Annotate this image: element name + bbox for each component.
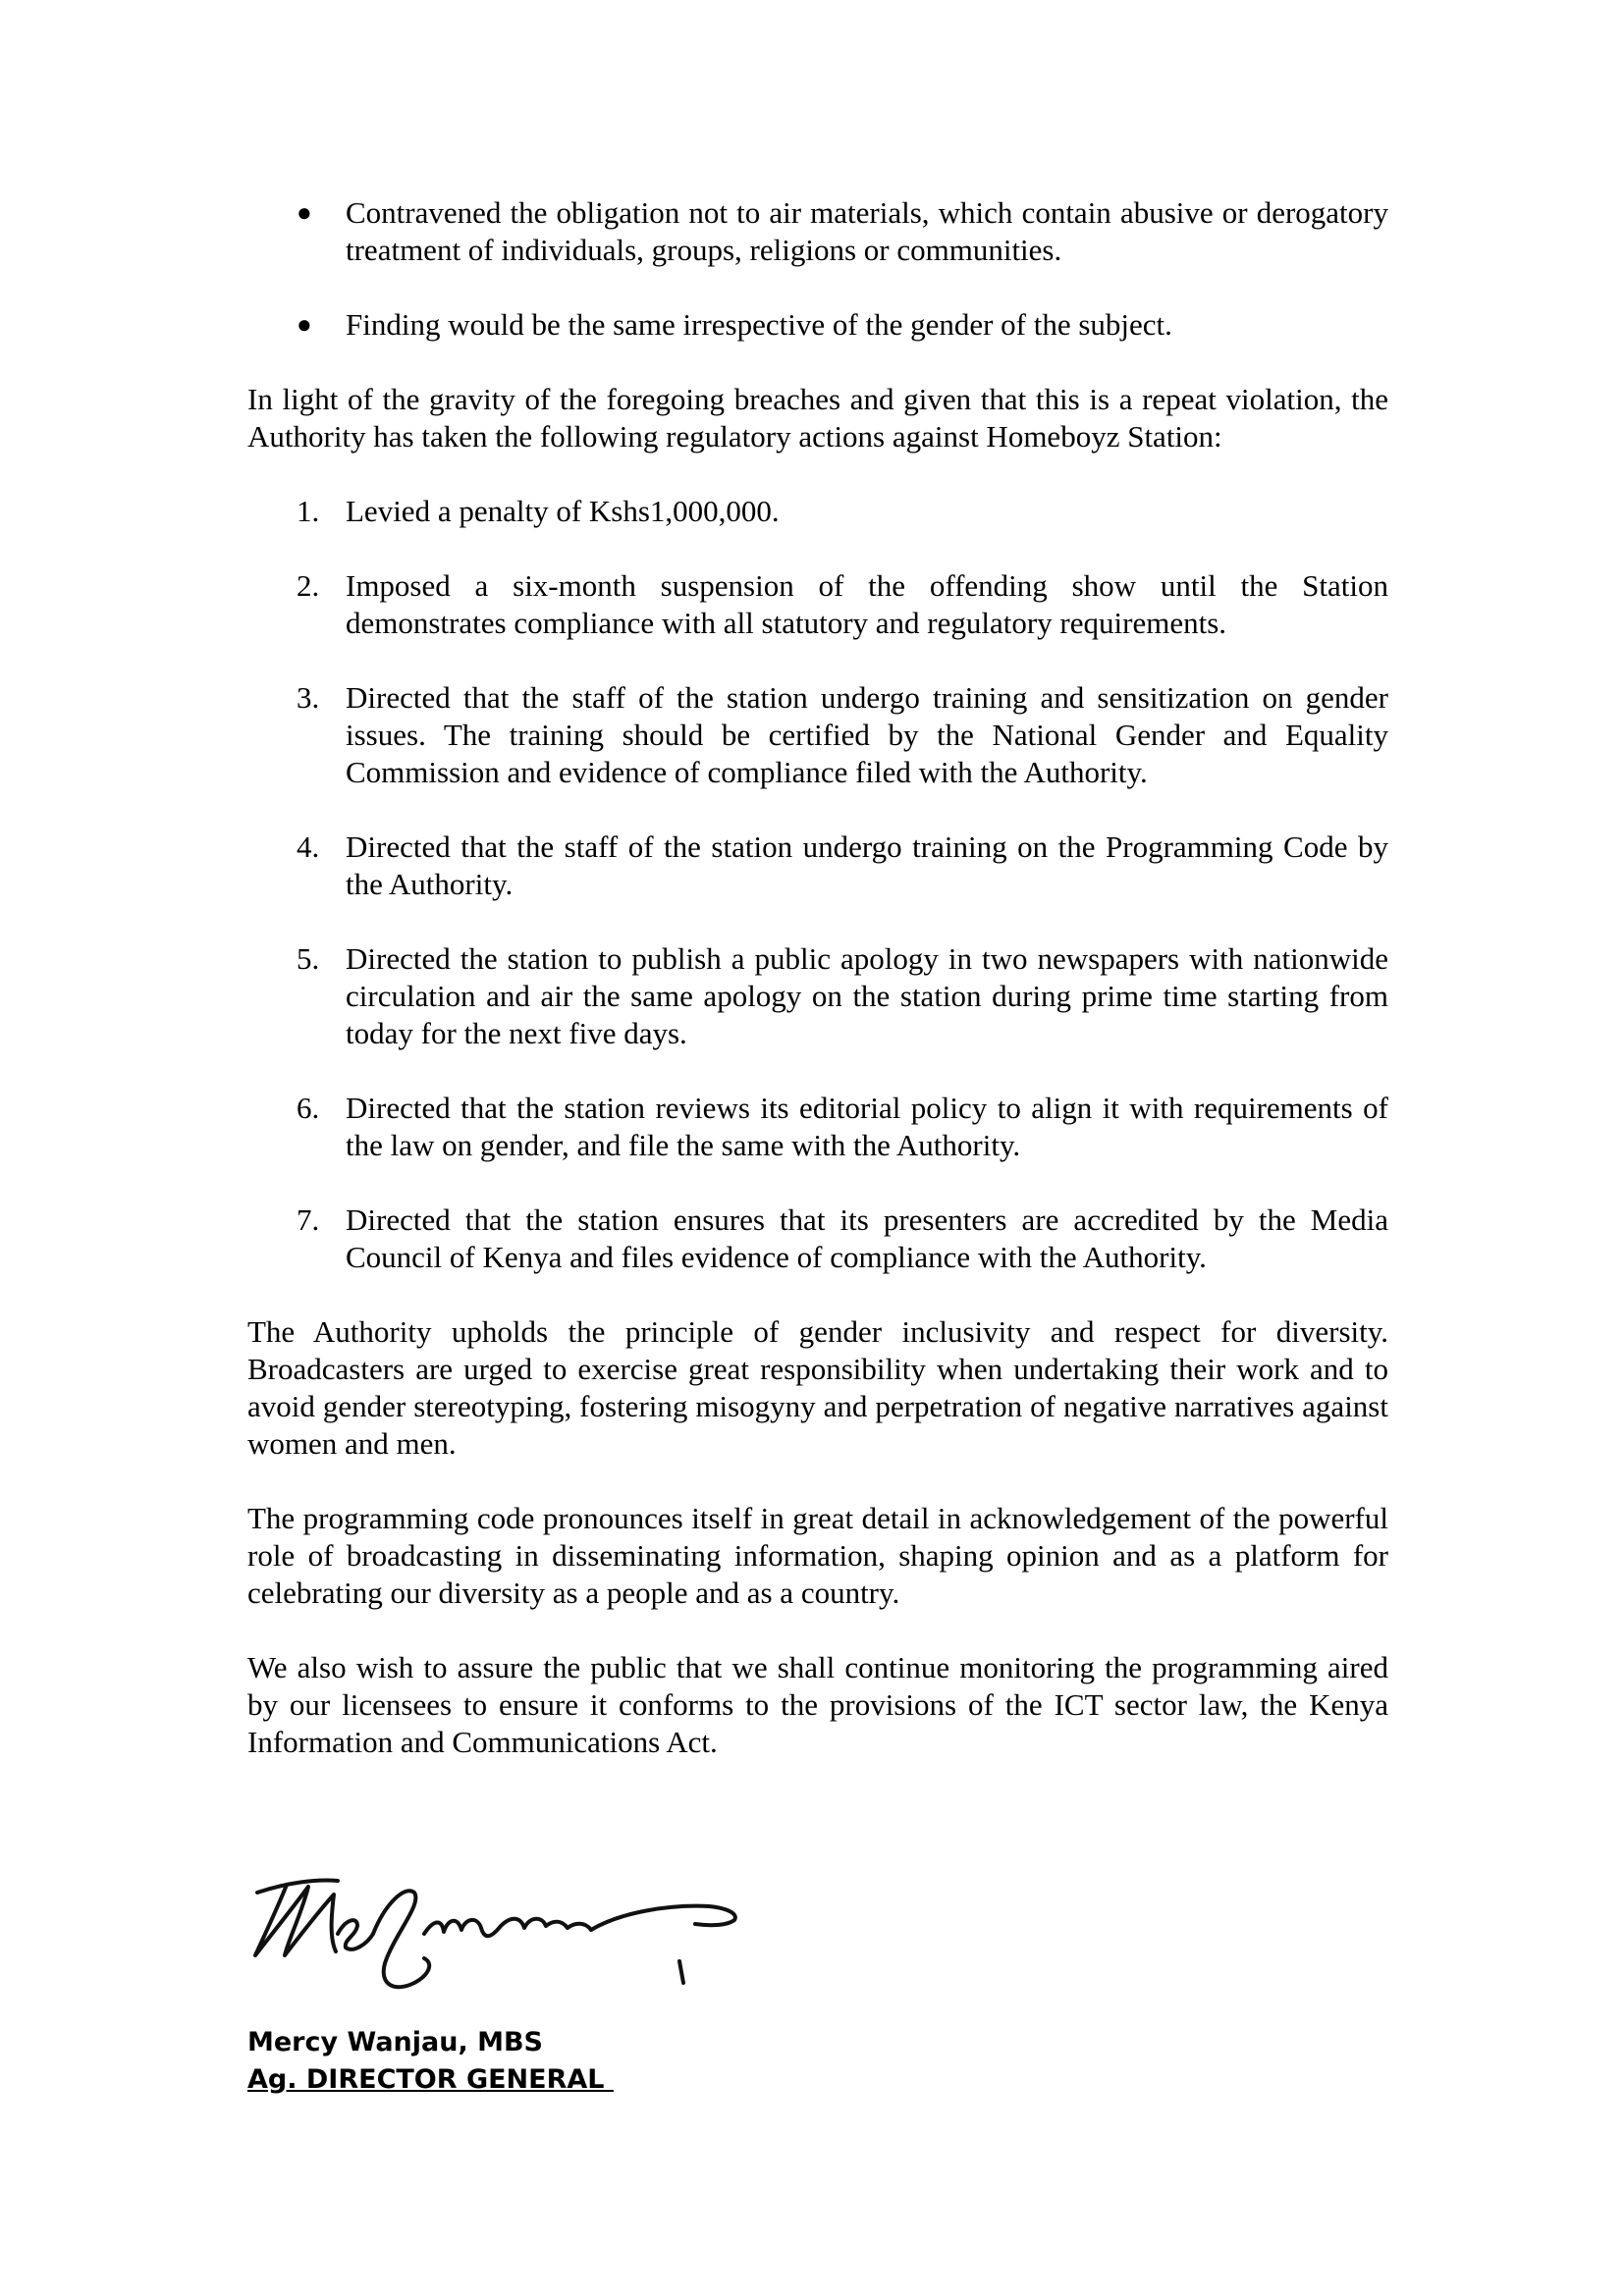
findings-item-text: Contravened the obligation not to air materials, which contain abusive or derogatory treatment of individuals, groups, religions or communities. bbox=[346, 195, 1388, 267]
action-item bbox=[247, 567, 1388, 642]
action-text: Directed that the staff of the station undergo training and sensitization on gender issues. The training should be certified by the National Gender and Equality Commission and evidence of compliance filed with the Authority. bbox=[346, 680, 1388, 789]
action-text: Directed the station to publish a public apology in two newspapers with nationwide circulation and air the same apology on the station during prime time starting from today for the next five days. bbox=[346, 941, 1388, 1050]
document-body bbox=[247, 194, 1388, 1798]
action-text: Levied a penalty of Kshs1,000,000. bbox=[346, 494, 780, 528]
action-number: 4. bbox=[297, 829, 320, 864]
action-item bbox=[247, 828, 1388, 903]
signature-stroke bbox=[373, 1891, 429, 1987]
signature-stroke bbox=[257, 1881, 338, 1894]
programming-code-paragraph: The programming code pronounces itself in great detail in acknowledgement of the powerful role of broadcasting in disseminating information, shaping opinion and as a platform for celebrating our diversity as a people and as a country. bbox=[247, 1501, 1388, 1610]
bullet-icon: ● bbox=[297, 310, 312, 339]
action-text: Imposed a six-month suspension of the offending show until the Station demonstrates compliance with all statutory and regulatory requirements. bbox=[346, 568, 1388, 640]
action-number: 7. bbox=[297, 1202, 320, 1237]
signature-block bbox=[247, 2024, 614, 2099]
action-number: 5. bbox=[297, 941, 320, 976]
inclusivity-paragraph: The Authority upholds the principle of gender inclusivity and respect for diversity. Broadcasters are urged to exercise great responsibility when undertaking their work and to avoid gender stereotyping, fostering misogyny and perpetration of negative narratives against women and men. bbox=[247, 1314, 1388, 1461]
action-number: 3. bbox=[297, 680, 320, 715]
action-number: 6. bbox=[297, 1091, 320, 1125]
monitoring-paragraph: We also wish to assure the public that we shall continue monitoring the programming aired by our licensees to ensure it conforms to the provisions of the ICT sector law, the Kenya Information and Communications Act. bbox=[247, 1650, 1388, 1759]
signature-stroke bbox=[501, 1919, 591, 1930]
signature-stroke bbox=[338, 1920, 373, 1949]
signatory-title: Ag. DIRECTOR GENERAL bbox=[247, 2064, 614, 2095]
signature-stroke bbox=[424, 1920, 501, 1936]
findings-list bbox=[247, 194, 1388, 344]
action-number: 1. bbox=[297, 494, 320, 528]
findings-item bbox=[247, 306, 1388, 344]
regulatory-actions-list bbox=[247, 493, 1388, 1276]
signature-stroke bbox=[591, 1906, 735, 1930]
signature-stroke bbox=[679, 1961, 683, 1983]
action-text: Directed that the staff of the station undergo training on the Programming Code by the Authority. bbox=[346, 829, 1388, 901]
signatory-name: Mercy Wanjau, MBS bbox=[247, 2027, 544, 2057]
action-text: Directed that the station reviews its editorial policy to align it with requirements of the law on gender, and file the same with the Authority. bbox=[346, 1091, 1388, 1162]
intro-paragraph: In light of the gravity of the foregoing breaches and given that this is a repeat violation, the Authority has taken the following regulatory actions against Homeboyz Station: bbox=[247, 382, 1388, 454]
action-item bbox=[247, 1201, 1388, 1276]
action-item bbox=[247, 1090, 1388, 1164]
action-number: 2. bbox=[297, 568, 320, 603]
action-item bbox=[247, 493, 1388, 530]
findings-item-text: Finding would be the same irrespective of the gender of the subject. bbox=[346, 307, 1172, 342]
bullet-icon: ● bbox=[297, 198, 312, 227]
action-item bbox=[247, 940, 1388, 1052]
action-item bbox=[247, 679, 1388, 791]
handwritten-signature bbox=[247, 1865, 758, 2002]
action-text: Directed that the station ensures that its presenters are accredited by the Media Council of Kenya and files evidence of compliance with the Authority. bbox=[346, 1202, 1388, 1274]
findings-item bbox=[247, 194, 1388, 269]
signature-stroke bbox=[255, 1885, 336, 1955]
